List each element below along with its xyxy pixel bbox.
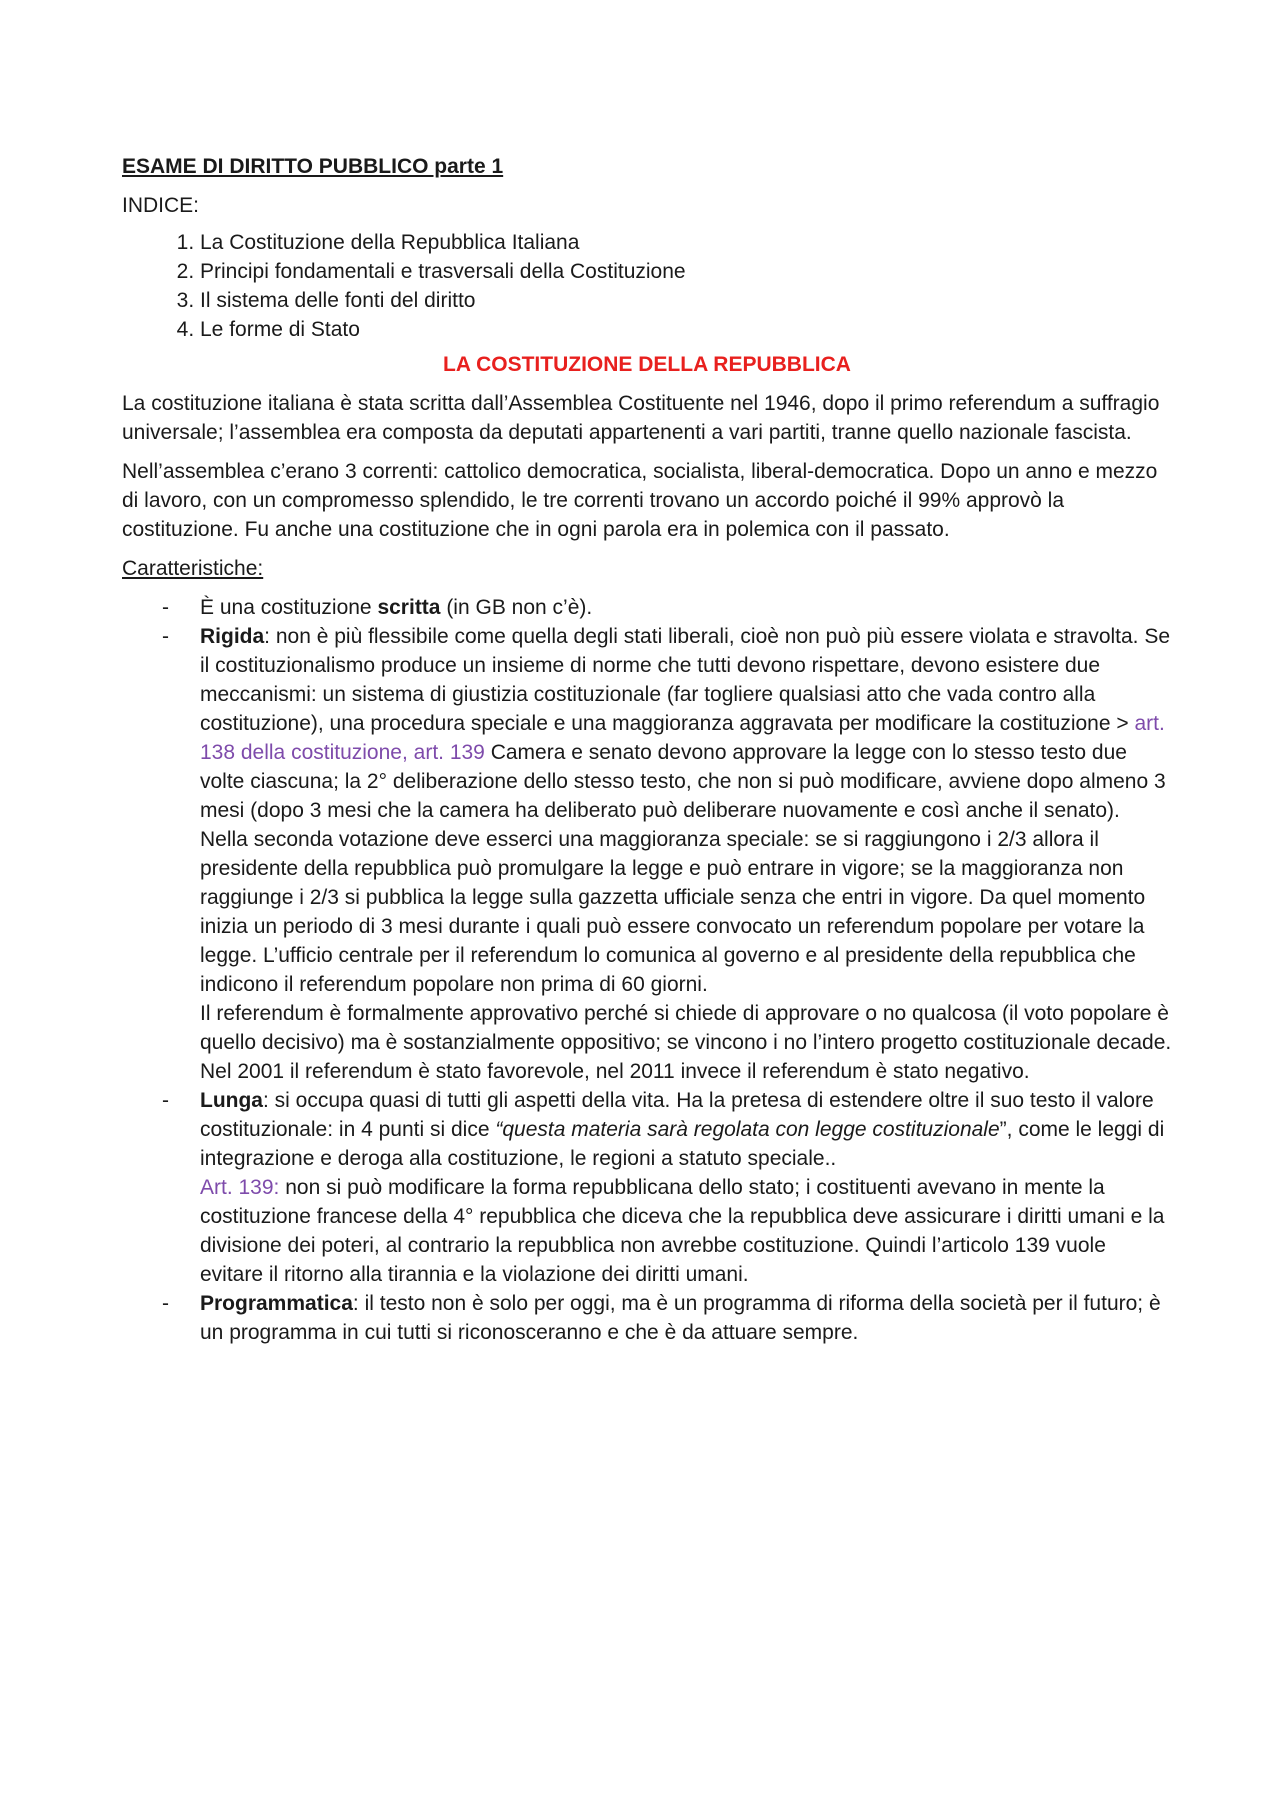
article-reference: art. 138 della costituzione, art. 139 [200,712,1165,764]
feature-keyword: Lunga [200,1089,263,1112]
lunga-paragraph-2 [200,1173,1172,1289]
bullet-dash: - [162,1292,169,1315]
section-heading: LA COSTITUZIONE DELLA REPUBBLICA [443,353,851,376]
feature-text: Camera e senato devono approvare la legge con lo stesso testo due volte ciascuna; la 2° deliberazione dello stesso testo, che non si può modificare, avviene dopo almeno 3 mesi (dopo 3 mesi che la camera ha deliberato può deliberare nuovamente e così anche il senato). [200,741,1166,822]
feature-text: (in GB non c’è). [440,596,593,619]
feature-keyword: scritta [377,596,441,619]
rigida-paragraph-4: Nel 2001 il referendum è stato favorevole, nel 2011 invece il referendum è stato negativo. [200,1060,1030,1083]
assembly-paragraph: Nell’assemblea c’erano 3 correnti: cattolico democratica, socialista, liberal-democratica. Dopo un anno e mezzo di lavoro, con un compromesso splendido, le tre correnti trovano un accordo poiché il 99% approvò la costituzione. Fu anche una costituzione che in ogni parola era in polemica con il passato. [122,460,1158,541]
toc-item: 2. Principi fondamentali e trasversali della Costituzione [200,257,1172,286]
quoted-text: “questa materia sarà regolata con legge costituzionale [495,1118,1000,1141]
document-page [122,152,1172,1347]
feature-rigida [122,622,1172,1086]
bullet-dash: - [162,1089,169,1112]
toc-item: 4. Le forme di Stato [200,315,1172,344]
rigida-paragraph-2: Nella seconda votazione deve esserci una maggioranza speciale: se si raggiungono i 2/3 allora il presidente della repubblica può promulgare la legge e può entrare in vigore; se la maggioranza non raggiunge i 2/3 si pubblica la legge sulla gazzetta ufficiale senza che entri in vigore. Da quel momento inizia un periodo di 3 mesi durante i quali può essere convocato un referendum popolare per votare la legge. L’ufficio centrale per il referendum lo comunica al governo e al presidente della repubblica che indicono il referendum popolare non prima di 60 giorni. [200,828,1146,996]
rigida-paragraph-3: Il referendum è formalmente approvativo perché si chiede di approvare o no qualcosa (il voto popolare è quello decisivo) ma è sostanzialmente oppositivo; se vincono i no l’intero progetto costituzionale decade. [200,1002,1172,1054]
feature-keyword: Programmatica [200,1292,353,1315]
feature-text: : non è più flessibile come quella degli stati liberali, cioè non può più essere violata e stravolta. Se il costituzionalismo produce un insieme di norme che tutti devono rispettare, devono esistere due meccanismi: un sistema di giustizia costituzionale (far togliere qualsiasi atto che vada contro alla costituzione), una procedura speciale e una maggioranza aggravata per modificare la costituzione > [200,625,1171,735]
lunga-paragraph-1 [200,1086,1172,1173]
feature-text: ”, come le leggi di integrazione e deroga alla costituzione, le regioni a statuto speciale.. [200,1118,1165,1170]
feature-scritta [122,593,1172,622]
bullet-dash: - [162,625,169,648]
features-label: Caratteristiche: [122,557,264,580]
feature-text: : si occupa quasi di tutti gli aspetti della vita. Ha la pretesa di estendere oltre il suo testo il valore costituzionale: in 4 punti si dice [200,1089,1154,1141]
article-reference: Art. 139: [200,1176,280,1199]
feature-text: : il testo non è solo per oggi, ma è un programma di riforma della società per il futuro; è un programma in cui tutti si riconosceranno e che è da attuare sempre. [200,1292,1161,1344]
document-title: ESAME DI DIRITTO PUBBLICO parte 1 [122,155,504,178]
rigida-paragraph-1 [200,622,1172,825]
feature-text: È una costituzione [200,596,378,619]
index-label: INDICE: [122,194,200,217]
feature-programmatica [122,1289,1172,1347]
feature-text: non si può modificare la forma repubblicana dello stato; i costituenti avevano in mente la costituzione francese della 4° repubblica che diceva che la repubblica deve assicurare i diritti umani e la divisione dei poteri, al contrario la repubblica non avrebbe costituzione. Quindi l’articolo 139 vuole evitare il ritorno alla tirannia e la violazione dei diritti umani. [200,1176,1165,1286]
bullet-dash: - [162,596,169,619]
table-of-contents [122,228,1172,344]
toc-item: 3. Il sistema delle fonti del diritto [200,286,1172,315]
feature-keyword: Rigida [200,625,265,648]
intro-paragraph: La costituzione italiana è stata scritta dall’Assemblea Costituente nel 1946, dopo il primo referendum a suffragio universale; l’assemblea era composta da deputati appartenenti a vari partiti, tranne quello nazionale fascista. [122,392,1160,444]
feature-lunga [122,1086,1172,1289]
toc-item: 1. La Costituzione della Repubblica Italiana [200,228,1172,257]
features-list [122,593,1172,1347]
